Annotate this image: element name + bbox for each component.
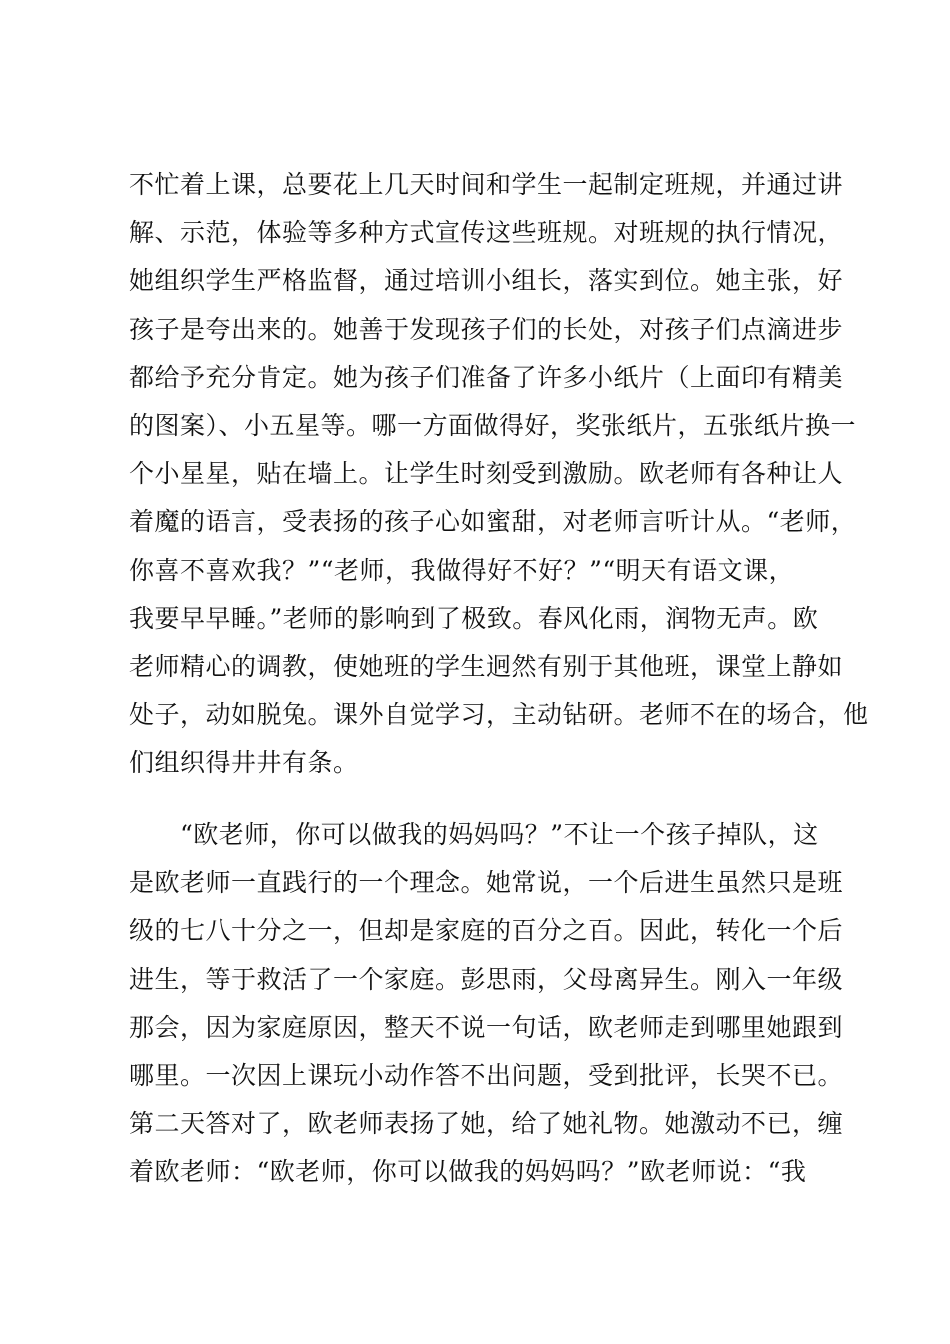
text-line: 是欧老师一直践行的一个理念。她常说，一个后进生虽然只是班: [129, 868, 844, 898]
text-line: 都给予充分肯定。她为孩子们准备了许多小纸片（上面印有精美: [129, 362, 844, 392]
text-line: 着魔的语言，受表扬的孩子心如蜜甜，对老师言听计从。“老师，: [129, 507, 857, 537]
text-line: 解、示范，体验等多种方式宣传这些班规。对班规的执行情况，: [129, 218, 844, 248]
text-line: 哪里。一次因上课玩小动作答不出问题，受到批评，长哭不已。: [129, 1060, 844, 1090]
text-line: 第二天答对了，欧老师表扬了她，给了她礼物。她激动不已，缠: [129, 1109, 844, 1139]
text-line: 处子，动如脱兔。课外自觉学习，主动钻研。老师不在的场合，他: [129, 700, 869, 730]
text-line: 孩子是夸出来的。她善于发现孩子们的长处，对孩子们点滴进步: [129, 314, 844, 344]
paragraph: [129, 161, 869, 787]
text-line: 我要早早睡。”老师的影响到了极致。春风化雨，润物无声。欧: [129, 603, 819, 633]
text-line: 那会，因为家庭原因，整天不说一句话，欧老师走到哪里她跟到: [129, 1012, 844, 1042]
text-line: 的图案）、小五星等。哪一方面做得好，奖张纸片，五张纸片换一: [129, 410, 857, 440]
text-line: 们组织得井井有条。: [129, 748, 359, 778]
text-line: 个小星星，贴在墙上。让学生时刻受到激励。欧老师有各种让人: [129, 459, 844, 489]
text-line: 着欧老师：“欧老师，你可以做我的妈妈吗？”欧老师说：“我: [129, 1157, 807, 1187]
text-line: “欧老师，你可以做我的妈妈吗？”不让一个孩子掉队，这: [129, 820, 819, 849]
paragraph: [129, 811, 844, 1197]
text-line: 她组织学生严格监督，通过培训小组长，落实到位。她主张，好: [129, 266, 844, 296]
text-line: 级的七八十分之一，但却是家庭的百分之百。因此，转化一个后: [129, 916, 844, 946]
text-line: 进生，等于救活了一个家庭。彭思雨，父母离异生。刚入一年级: [129, 964, 844, 994]
text-line: 不忙着上课，总要花上几天时间和学生一起制定班规，并通过讲: [129, 170, 844, 199]
text-line: 老师精心的调教，使她班的学生迥然有别于其他班，课堂上静如: [129, 651, 844, 681]
text-line: 你喜不喜欢我？”“老师，我做得好不好？”“明天有语文课，: [129, 555, 795, 585]
